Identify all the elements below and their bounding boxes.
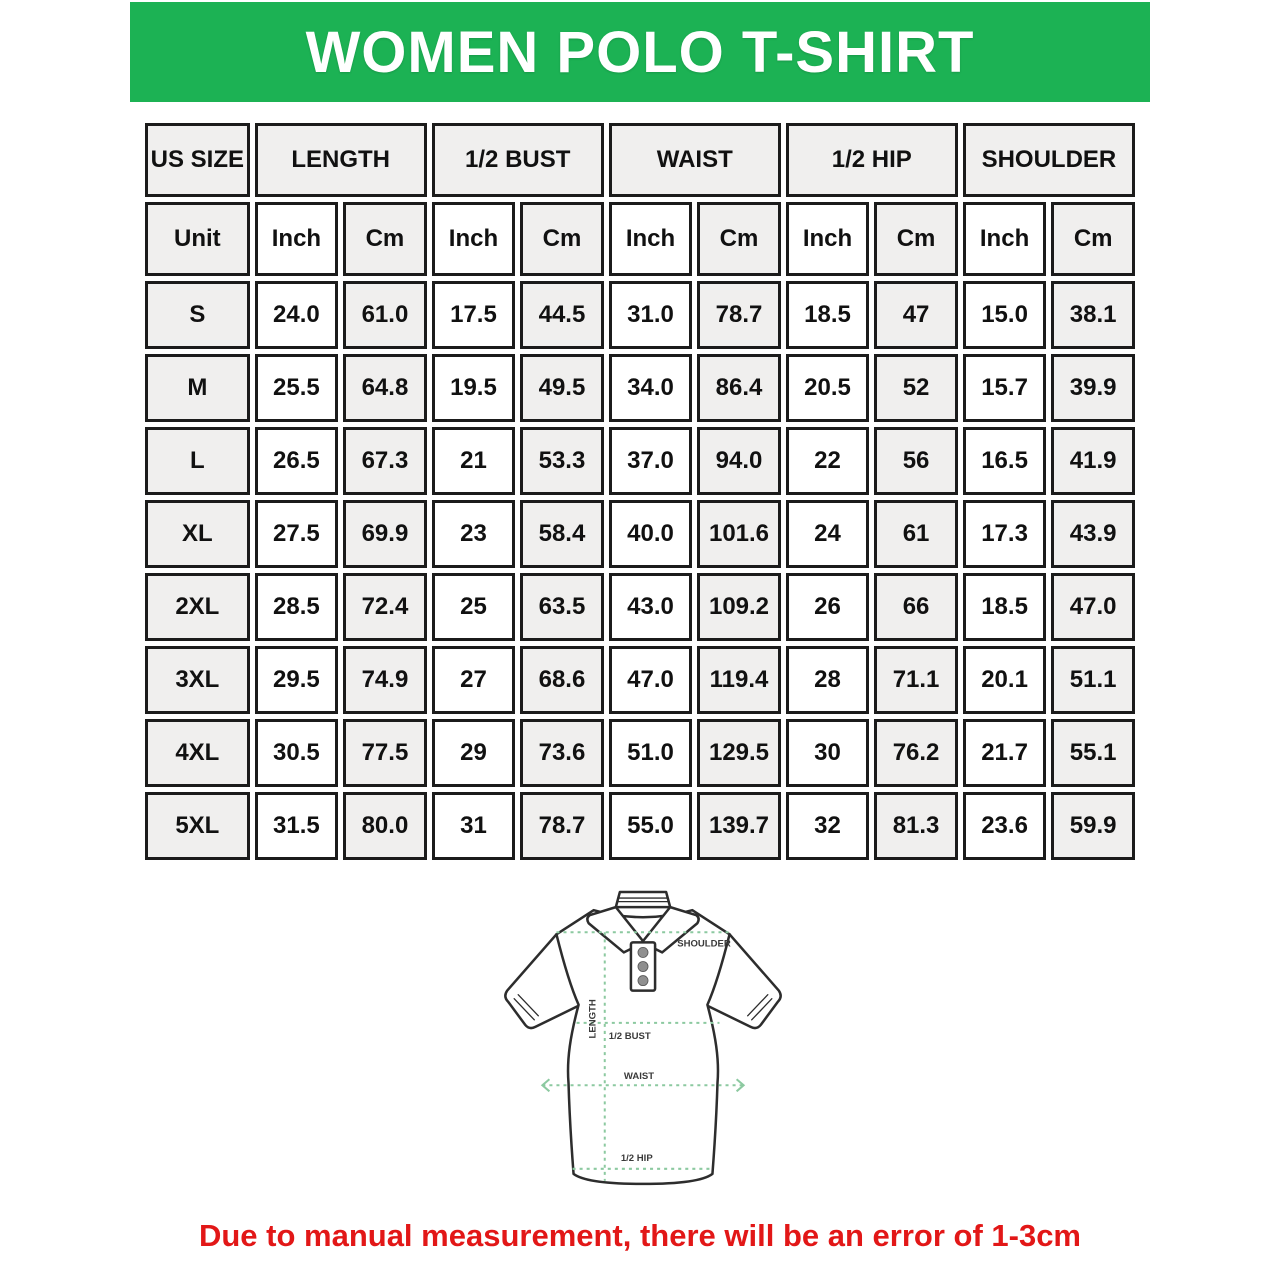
- value-cell: 101.6: [697, 500, 781, 568]
- value-cell: 44.5: [520, 281, 604, 349]
- table-row: [145, 646, 1135, 714]
- table-row: [145, 719, 1135, 787]
- value-cell: 21.7: [963, 719, 1047, 787]
- size-cell: XL: [145, 500, 250, 568]
- column-header: WAIST: [609, 123, 781, 197]
- value-cell: 26.5: [255, 427, 339, 495]
- value-cell: 67.3: [343, 427, 427, 495]
- unit-cell: Inch: [786, 202, 870, 276]
- unit-cell: Inch: [432, 202, 516, 276]
- value-cell: 94.0: [697, 427, 781, 495]
- value-cell: 43.9: [1051, 500, 1135, 568]
- collar-band: [616, 892, 670, 907]
- value-cell: 21: [432, 427, 516, 495]
- value-cell: 73.6: [520, 719, 604, 787]
- value-cell: 74.9: [343, 646, 427, 714]
- value-cell: 47.0: [609, 646, 693, 714]
- value-cell: 39.9: [1051, 354, 1135, 422]
- unit-cell: Cm: [1051, 202, 1135, 276]
- value-cell: 31: [432, 792, 516, 860]
- table-row: [145, 792, 1135, 860]
- value-cell: 16.5: [963, 427, 1047, 495]
- value-cell: 52: [874, 354, 958, 422]
- button-dot: [638, 976, 648, 986]
- value-cell: 17.3: [963, 500, 1047, 568]
- value-cell: 76.2: [874, 719, 958, 787]
- value-cell: 47.0: [1051, 573, 1135, 641]
- value-cell: 61: [874, 500, 958, 568]
- column-header: LENGTH: [255, 123, 427, 197]
- value-cell: 17.5: [432, 281, 516, 349]
- value-cell: 72.4: [343, 573, 427, 641]
- value-cell: 119.4: [697, 646, 781, 714]
- length-label: LENGTH: [587, 999, 599, 1039]
- value-cell: 55.0: [609, 792, 693, 860]
- table-row: [145, 573, 1135, 641]
- waist-arrow-left: [542, 1079, 549, 1091]
- value-cell: 28.5: [255, 573, 339, 641]
- value-cell: 86.4: [697, 354, 781, 422]
- unit-cell: Cm: [520, 202, 604, 276]
- unit-cell: Inch: [963, 202, 1047, 276]
- value-cell: 78.7: [697, 281, 781, 349]
- page-title: WOMEN POLO T-SHIRT: [305, 19, 975, 85]
- value-cell: 56: [874, 427, 958, 495]
- column-header: SHOULDER: [963, 123, 1135, 197]
- value-cell: 64.8: [343, 354, 427, 422]
- title-banner: [130, 2, 1150, 102]
- value-cell: 63.5: [520, 573, 604, 641]
- hip-label: 1/2 HIP: [620, 1152, 653, 1164]
- value-cell: 80.0: [343, 792, 427, 860]
- value-cell: 24: [786, 500, 870, 568]
- value-cell: 25.5: [255, 354, 339, 422]
- value-cell: 20.1: [963, 646, 1047, 714]
- button-dot: [638, 947, 648, 957]
- value-cell: 66: [874, 573, 958, 641]
- value-cell: 23.6: [963, 792, 1047, 860]
- value-cell: 18.5: [786, 281, 870, 349]
- unit-cell: Inch: [255, 202, 339, 276]
- value-cell: 27.5: [255, 500, 339, 568]
- value-cell: 28: [786, 646, 870, 714]
- unit-cell: Cm: [343, 202, 427, 276]
- size-cell: L: [145, 427, 250, 495]
- measurement-disclaimer: Due to manual measurement, there will be an error of 1-3cm: [198, 1218, 1082, 1253]
- value-cell: 34.0: [609, 354, 693, 422]
- value-cell: 31.0: [609, 281, 693, 349]
- value-cell: 27: [432, 646, 516, 714]
- table-header-row: [145, 123, 1135, 197]
- table-row: [145, 427, 1135, 495]
- value-cell: 51.1: [1051, 646, 1135, 714]
- value-cell: 58.4: [520, 500, 604, 568]
- size-cell: 5XL: [145, 792, 250, 860]
- waist-label: WAIST: [623, 1071, 655, 1083]
- shoulder-label: SHOULDER: [677, 938, 731, 950]
- unit-cell: Cm: [697, 202, 781, 276]
- value-cell: 15.7: [963, 354, 1047, 422]
- unit-row: [145, 202, 1135, 276]
- unit-cell: Unit: [145, 202, 250, 276]
- value-cell: 55.1: [1051, 719, 1135, 787]
- value-cell: 53.3: [520, 427, 604, 495]
- value-cell: 109.2: [697, 573, 781, 641]
- value-cell: 40.0: [609, 500, 693, 568]
- column-header: 1/2 BUST: [432, 123, 604, 197]
- value-cell: 61.0: [343, 281, 427, 349]
- value-cell: 78.7: [520, 792, 604, 860]
- value-cell: 129.5: [697, 719, 781, 787]
- value-cell: 15.0: [963, 281, 1047, 349]
- value-cell: 29: [432, 719, 516, 787]
- value-cell: 49.5: [520, 354, 604, 422]
- table-row: [145, 354, 1135, 422]
- value-cell: 77.5: [343, 719, 427, 787]
- size-cell: M: [145, 354, 250, 422]
- value-cell: 68.6: [520, 646, 604, 714]
- value-cell: 25: [432, 573, 516, 641]
- value-cell: 30.5: [255, 719, 339, 787]
- value-cell: 47: [874, 281, 958, 349]
- button-dot: [638, 961, 648, 971]
- value-cell: 69.9: [343, 500, 427, 568]
- value-cell: 32: [786, 792, 870, 860]
- value-cell: 37.0: [609, 427, 693, 495]
- value-cell: 139.7: [697, 792, 781, 860]
- size-cell: 4XL: [145, 719, 250, 787]
- size-table: [140, 118, 1140, 865]
- table-row: [145, 500, 1135, 568]
- value-cell: 30: [786, 719, 870, 787]
- unit-cell: Cm: [874, 202, 958, 276]
- size-cell: 2XL: [145, 573, 250, 641]
- value-cell: 24.0: [255, 281, 339, 349]
- value-cell: 43.0: [609, 573, 693, 641]
- value-cell: 81.3: [874, 792, 958, 860]
- value-cell: 22: [786, 427, 870, 495]
- value-cell: 18.5: [963, 573, 1047, 641]
- value-cell: 71.1: [874, 646, 958, 714]
- value-cell: 59.9: [1051, 792, 1135, 860]
- table-row: [145, 281, 1135, 349]
- value-cell: 26: [786, 573, 870, 641]
- value-cell: 23: [432, 500, 516, 568]
- value-cell: 19.5: [432, 354, 516, 422]
- column-header: 1/2 HIP: [786, 123, 958, 197]
- value-cell: 31.5: [255, 792, 339, 860]
- value-cell: 29.5: [255, 646, 339, 714]
- size-table-body: [145, 123, 1135, 860]
- shirt-diagram: [488, 886, 798, 1198]
- value-cell: 51.0: [609, 719, 693, 787]
- unit-cell: Inch: [609, 202, 693, 276]
- column-header: US SIZE: [145, 123, 250, 197]
- size-cell: 3XL: [145, 646, 250, 714]
- value-cell: 41.9: [1051, 427, 1135, 495]
- bust-label: 1/2 BUST: [608, 1030, 651, 1042]
- value-cell: 20.5: [786, 354, 870, 422]
- value-cell: 38.1: [1051, 281, 1135, 349]
- size-cell: S: [145, 281, 250, 349]
